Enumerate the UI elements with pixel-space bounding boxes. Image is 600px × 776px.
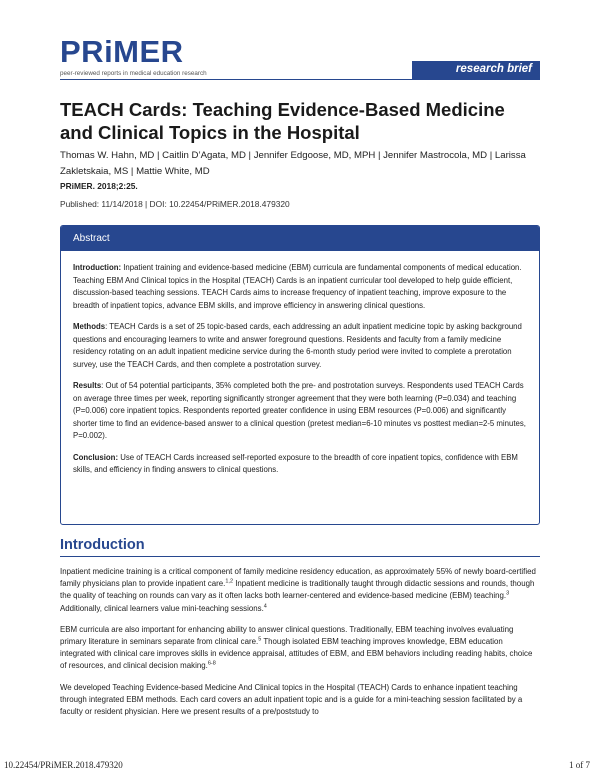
body-text: Inpatient medicine is traditionally taught through didactic sessions and rounds, though the quality of teaching on rounds can vary as it often lacks both learner-centered and evidence-based medicine (EBM) teaching. — [60, 579, 535, 601]
abstract-heading: Abstract — [61, 226, 539, 251]
body-text: EBM curricula are also important for enhancing ability to answer clinical questions. Traditionally, EBM teaching involves evaluating primary literature in seminars separate from clinical care. — [60, 624, 514, 647]
citation: PRiMER. 2018;2:25. — [60, 181, 138, 191]
abstract-results-label: Results — [73, 381, 102, 390]
reference-marker[interactable]: 4 — [263, 602, 267, 609]
article-title: TEACH Cards: Teaching Evidence-Based Medicine and Clinical Topics in the Hospital — [60, 99, 505, 143]
reference-marker[interactable]: 1,2 — [225, 578, 234, 585]
logo-wordmark: PRiMER — [60, 34, 184, 69]
reference-marker[interactable]: 3 — [506, 590, 510, 597]
footer-doi: 10.22454/PRiMER.2018.479320 — [4, 760, 123, 770]
reference-marker[interactable]: 5 — [258, 636, 262, 643]
abstract-introduction-label: Introduction: — [73, 263, 122, 272]
abstract-methods-text: : TEACH Cards is a set of 25 topic-based cards, each addressing an adult inpatient medicine topic by asking background questions and encouraging learners to write and answer foreground questions. Residents and faculty from a family medicine residency rotating on an adult inpatient medicine service during the 6-month study period were invited to complete a prerotation survey, use the TEACH Cards, and then complete a postrotation survey. — [73, 322, 522, 369]
introduction-heading: Introduction — [60, 537, 145, 553]
article-type-banner — [412, 61, 540, 79]
body-text: Additionally, clinical learners value mini-teaching sessions. — [60, 603, 264, 613]
abstract-conclusion — [73, 452, 527, 477]
introduction-paragraph — [60, 624, 540, 673]
primer-logo — [60, 36, 207, 77]
abstract-conclusion-label: Conclusion: — [73, 452, 119, 462]
introduction-paragraph — [60, 566, 540, 615]
abstract-methods-label: Methods — [73, 322, 106, 331]
abstract-introduction-text: Inpatient training and evidence-based medicine (EBM) curricula are fundamental components of medical education. Teaching EBM And Clinical topics in the Hospital (TEACH) Cards is an inpatient curricular tool developed to help guide efficient, discussion-based teaching sessions. TEACH Cards aims to increase frequency of inpatient teaching, improve exposure to the breadth of inpatient topics, advance EBM skills, and improve efficiency in answering clinical questions. — [73, 263, 522, 310]
abstract-body — [61, 251, 539, 477]
introduction-paragraph: We developed Teaching Evidence-based Medicine And Clinical topics in the Hospital (TEACH) Cards to enhance inpatient teaching through integrated EBM methods. Each card covers an adult inpatient topic and is a guide for a mini-teaching session facilitated by a faculty or resident physician. Here we present results of a pre/poststudy to — [60, 682, 523, 717]
abstract-results — [73, 380, 527, 443]
introduction-body — [60, 566, 540, 727]
page-number: 1 of 7 — [569, 760, 590, 770]
reference-marker[interactable]: 6-8 — [207, 660, 216, 667]
header-rule — [60, 79, 540, 80]
abstract-conclusion-text: Use of TEACH Cards increased self-reported exposure to the breadth of core inpatient topics, confidence with EBM skills, and efficiency in finding answers to clinical questions. — [73, 452, 518, 474]
abstract-methods — [73, 321, 527, 371]
author-list: Thomas W. Hahn, MD | Caitlin D’Agata, MD | Jennifer Edgoose, MD, MPH | Jennifer Mastrocola, MD | Larissa Zakletskaia, MS | Mattie White, MD — [60, 150, 526, 177]
body-text: Inpatient medicine training is a critical component of family medicine residency education, as approximately 55% of newly board-certified family physicians plan to provide inpatient care. — [60, 567, 536, 589]
introduction-rule — [60, 556, 540, 557]
abstract-introduction — [73, 262, 527, 312]
logo-tagline: peer-reviewed reports in medical education research — [60, 70, 207, 77]
abstract-box — [60, 225, 540, 525]
article-type-label: research brief — [455, 63, 532, 75]
abstract-results-text: : Out of 54 potential participants, 35% completed both the pre- and postrotation surveys. Respondents used TEACH Cards on average three times per week, reporting significantly stronger agreement that they were both learning (P=0.034) and teaching (P=0.006) core inpatient topics. Respondents reported greater confidence in using EBM resources (P=0.006) and significantly shorter time to find an evidence-based answer to a clinical question (pretest median=6-10 minutes vs posttest median=2-5 minutes, P=0.002). — [73, 381, 526, 440]
body-text: Though isolated EBM teaching improves knowledge, EBM education integrated with clinical care improves skills in evidence appraisal, attitudes of EBM, and EBM behaviors including reading habits, choice of resources, and clinical decision making. — [60, 637, 533, 671]
publication-info: Published: 11/14/2018 | DOI: 10.22454/PRiMER.2018.479320 — [60, 199, 290, 209]
